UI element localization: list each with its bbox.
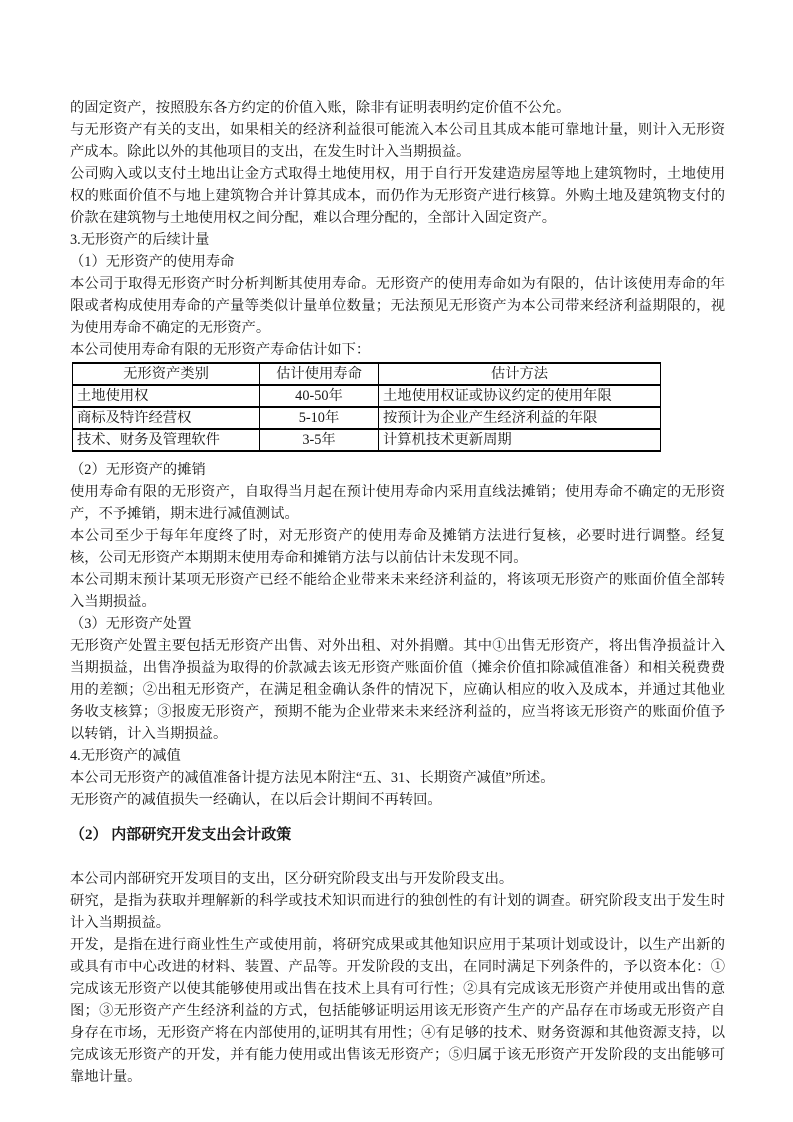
heading-amortization: （2）无形资产的摊销 <box>70 462 206 478</box>
table-header-asset-category: 无形资产类别 <box>73 363 260 385</box>
paragraph-intangible-expenditure: 与无形资产有关的支出，如果相关的经济利益很可能流入本公司且其成本能可靠地计量，则计入无形资产成本。除此以外的其他项目的支出，在发生时计入当期损益。 <box>70 122 725 160</box>
cell-asset-category: 技术、财务及管理软件 <box>73 429 260 451</box>
paragraph-disposal-details: 无形资产处置主要包括无形资产出售、对外出租、对外捐赠。其中①出售无形资产，将出售净损益计入当期损益，出售净损益为取得的价款减去该无形资产账面价值（摊余价值扣除减值准备）和相关税费费用的差额；②出租无形资产，在满足租金确认条件的情况下，应确认相应的收入及成本，并通过其他业务收支核算；③报废无形资产，预期不能为企业带来未来经济利益的，应当将该无形资产的账面价值予以转销，计入当期损益。 <box>70 638 725 742</box>
heading-impairment: 4.无形资产的减值 <box>70 748 181 764</box>
table-row-trademark-franchise <box>73 407 661 429</box>
table-row-software <box>73 429 661 451</box>
cell-estimated-life: 3-5年 <box>260 429 379 451</box>
paragraph-amortization-method: 使用寿命有限的无形资产，自取得当月起在预计使用寿命内采用直线法摊销；使用寿命不确定的无形资产，不予摊销，期末进行减值测试。 <box>70 484 725 522</box>
paragraph-table-intro: 本公司使用寿命有限的无形资产寿命估计如下： <box>70 342 371 358</box>
paragraph-useful-life-analysis: 本公司于取得无形资产时分析判断其使用寿命。无形资产的使用寿命如为有限的，估计该使用寿命的年限或者构成使用寿命的产量等类似计量单位数量；无法预见无形资产为本公司带来经济利益期限的，视为使用寿命不确定的无形资产。 <box>70 276 725 336</box>
paragraph-annual-review: 本公司至少于每年年度终了时，对无形资产的使用寿命及摊销方法进行复核，必要时进行调整。经复核，公司无形资产本期期末使用寿命和摊销方法与以前估计未发现不同。 <box>70 528 725 566</box>
paragraph-impairment-method: 本公司无形资产的减值准备计提方法见本附注“五、31、长期资产减值”所述。 <box>70 770 555 786</box>
paragraph-derecognition: 本公司期末预计某项无形资产已经不能给企业带来未来经济利益的，将该项无形资产的账面价值全部转入当期损益。 <box>70 572 725 610</box>
cell-estimated-life: 40-50年 <box>260 385 379 407</box>
cell-estimated-life: 5-10年 <box>260 407 379 429</box>
paragraph-rd-split: 本公司内部研究开发项目的支出，区分研究阶段支出与开发阶段支出。 <box>70 871 514 887</box>
heading-subsequent-measurement: 3.无形资产的后续计量 <box>70 232 210 248</box>
section-heading-rd-expenditure: （2） 内部研究开发支出会计政策 <box>70 827 292 843</box>
table-header-estimated-life: 估计使用寿命 <box>260 363 379 385</box>
paragraph-development-definition: 开发，是指在进行商业性生产或使用前，将研究成果或其他知识应用于某项计划或设计，以生产出新的或具有市中心改进的材料、装置、产品等。开发阶段的支出，在同时满足下列条件的，予以资本化：①完成该无形资产以使其能够使用或出售在技术上具有可行性；②具有完成该无形资产并使用或出售的意图；③无形资产产生经济利益的方式，包括能够证明运用该无形资产生产的产品存在市场或无形资产自身存在市场，无形资产将在内部使用的,证明其有用性；④有足够的技术、财务资源和其他资源支持，以完成该无形资产的开发，并有能力使用或出售该无形资产；⑤归属于该无形资产开发阶段的支出能够可靠地计量。 <box>70 937 725 1085</box>
table-header-row <box>73 363 661 385</box>
cell-estimation-method: 按预计为企业产生经济利益的年限 <box>379 407 661 429</box>
useful-life-table <box>72 362 661 452</box>
cell-estimation-method: 土地使用权证或协议约定的使用年限 <box>379 385 661 407</box>
heading-useful-life: （1）无形资产的使用寿命 <box>70 254 235 270</box>
table-header-estimation-method: 估计方法 <box>379 363 661 385</box>
cell-estimation-method: 计算机技术更新周期 <box>379 429 661 451</box>
table-row-land-use-rights <box>73 385 661 407</box>
paragraph-impairment-no-reversal: 无形资产的减值损失一经确认，在以后会计期间不再转回。 <box>70 792 442 808</box>
cell-asset-category: 商标及特许经营权 <box>73 407 260 429</box>
heading-disposal: （3）无形资产处置 <box>70 616 192 632</box>
paragraph-fixed-assets-valuation: 的固定资产，按照股东各方约定的价值入账，除非有证明表明约定价值不公允。 <box>70 100 571 116</box>
paragraph-research-definition: 研究，是指为获取并理解新的科学或技术知识而进行的独创性的有计划的调查。研究阶段支出于发生时计入当期损益。 <box>70 893 725 931</box>
cell-asset-category: 土地使用权 <box>73 385 260 407</box>
paragraph-land-use-rights: 公司购入或以支付土地出让金方式取得土地使用权，用于自行开发建造房屋等地上建筑物时，土地使用权的账面价值不与地上建筑物合并计算其成本，而仍作为无形资产进行核算。外购土地及建筑物支付的价款在建筑物与土地使用权之间分配，难以合理分配的，全部计入固定资产。 <box>70 166 725 226</box>
